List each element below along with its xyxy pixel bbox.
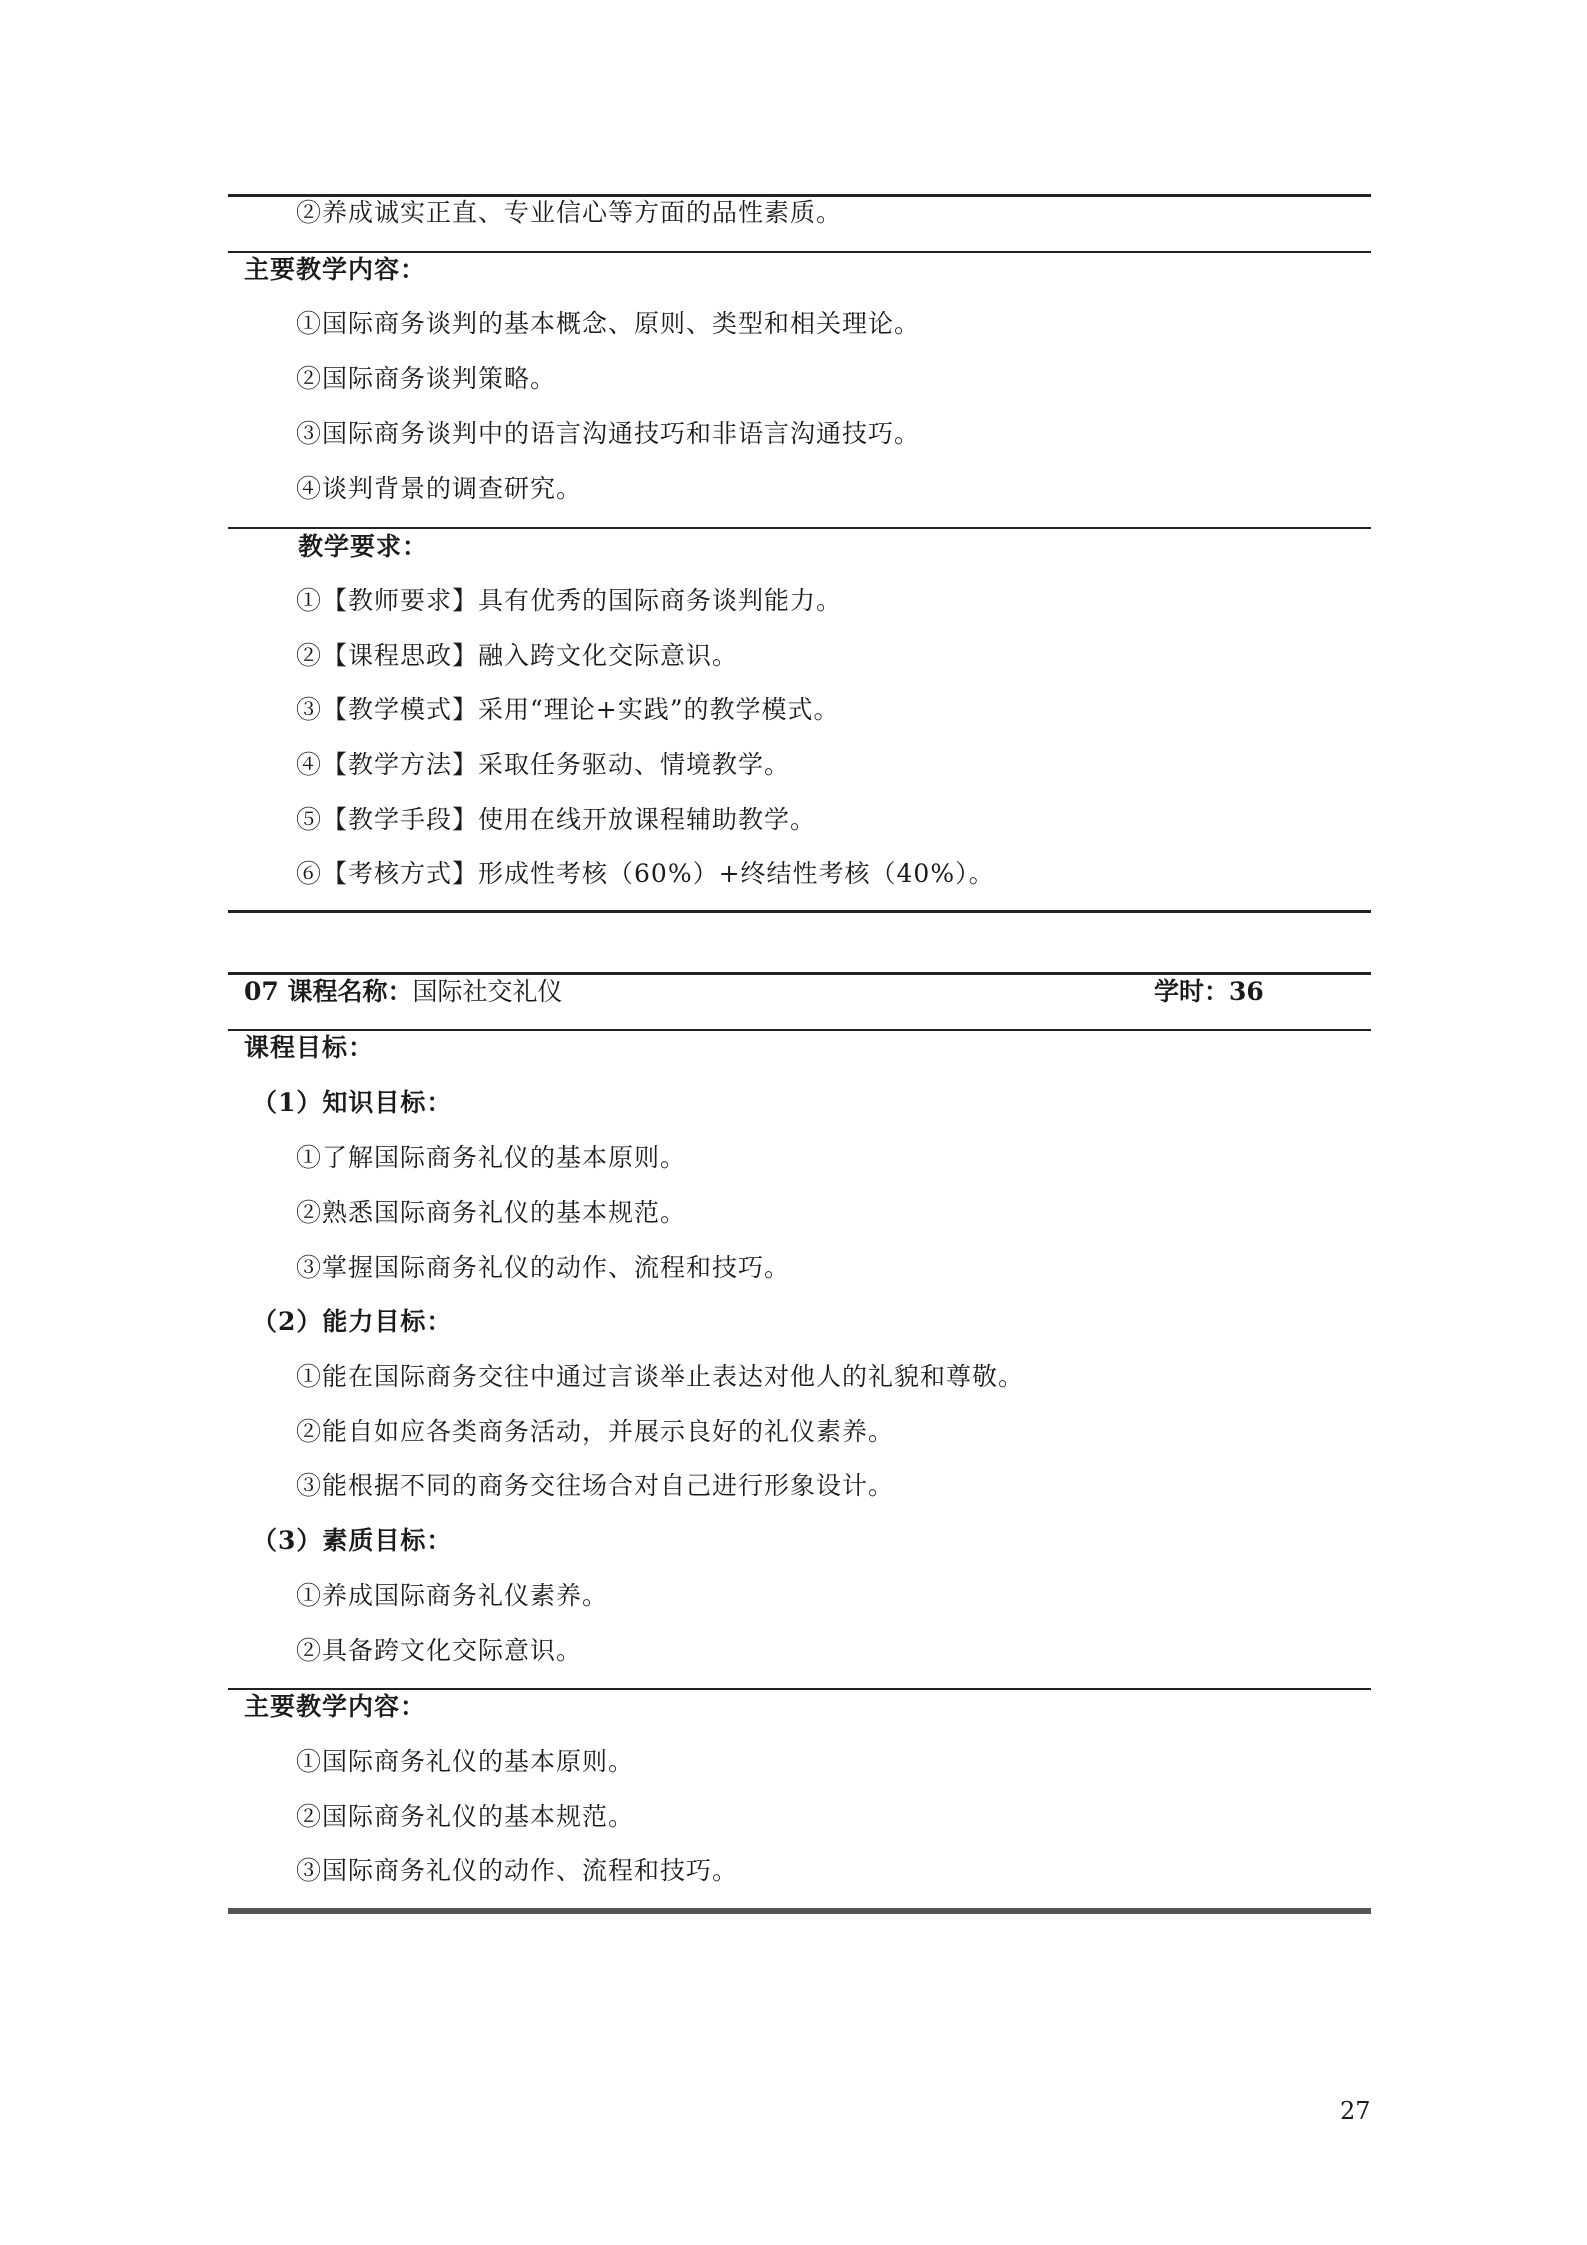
course-title-label: 07 课程名称：	[244, 977, 413, 1006]
table-bottom-rule	[228, 910, 1371, 913]
page-number: 27	[1340, 2097, 1371, 2125]
content-item: ②国际商务谈判策略。	[296, 364, 557, 393]
objectives-heading: 课程目标：	[244, 1033, 375, 1062]
knowledge-heading: （1）知识目标：	[252, 1088, 453, 1117]
course-title-value: 国际社交礼仪	[412, 977, 563, 1006]
ability-item: ②能自如应各类商务活动，并展示良好的礼仪素养。	[296, 1417, 895, 1446]
quality-item: ①养成国际商务礼仪素养。	[296, 1581, 609, 1610]
content-item: ①国际商务谈判的基本概念、原则、类型和相关理论。	[296, 309, 921, 338]
quality-item: ②具备跨文化交际意识。	[296, 1636, 583, 1665]
quality-item: ②养成诚实正直、专业信心等方面的品性素质。	[296, 198, 843, 227]
ability-heading: （2）能力目标：	[252, 1307, 453, 1336]
content-item: ④谈判背景的调查研究。	[296, 474, 583, 503]
course-hours: 学时：36	[1154, 977, 1264, 1006]
requirement-item: ②【课程思政】融入跨文化交际意识。	[296, 641, 739, 670]
ability-item: ①能在国际商务交往中通过言谈举止表达对他人的礼貌和尊敬。	[296, 1362, 1025, 1391]
table-divider	[228, 1029, 1371, 1031]
course-title-row	[244, 975, 1354, 1009]
table-divider	[228, 527, 1371, 529]
ability-item: ③能根据不同的商务交往场合对自己进行形象设计。	[296, 1471, 895, 1500]
content-item: ③国际商务谈判中的语言沟通技巧和非语言沟通技巧。	[296, 419, 921, 448]
knowledge-item: ③掌握国际商务礼仪的动作、流程和技巧。	[296, 1253, 791, 1282]
table-bottom-rule	[228, 1908, 1371, 1914]
content-heading: 主要教学内容：	[244, 1692, 427, 1721]
knowledge-item: ②熟悉国际商务礼仪的基本规范。	[296, 1198, 687, 1227]
requirement-item: ①【教师要求】具有优秀的国际商务谈判能力。	[296, 586, 843, 615]
requirement-item: ⑥【考核方式】形成性考核（60%）+终结性考核（40%）。	[296, 859, 995, 888]
requirements-heading: 教学要求：	[298, 532, 429, 561]
requirement-item: ⑤【教学手段】使用在线开放课程辅助教学。	[296, 805, 817, 834]
requirement-item: ④【教学方法】采取任务驱动、情境教学。	[296, 750, 791, 779]
quality-heading: （3）素质目标：	[252, 1526, 453, 1555]
requirement-item: ③【教学模式】采用“理论+实践”的教学模式。	[296, 695, 840, 724]
content-item: ③国际商务礼仪的动作、流程和技巧。	[296, 1856, 739, 1885]
knowledge-item: ①了解国际商务礼仪的基本原则。	[296, 1143, 687, 1172]
content-item: ②国际商务礼仪的基本规范。	[296, 1802, 635, 1831]
content-heading: 主要教学内容：	[244, 255, 427, 284]
content-item: ①国际商务礼仪的基本原则。	[296, 1747, 635, 1776]
